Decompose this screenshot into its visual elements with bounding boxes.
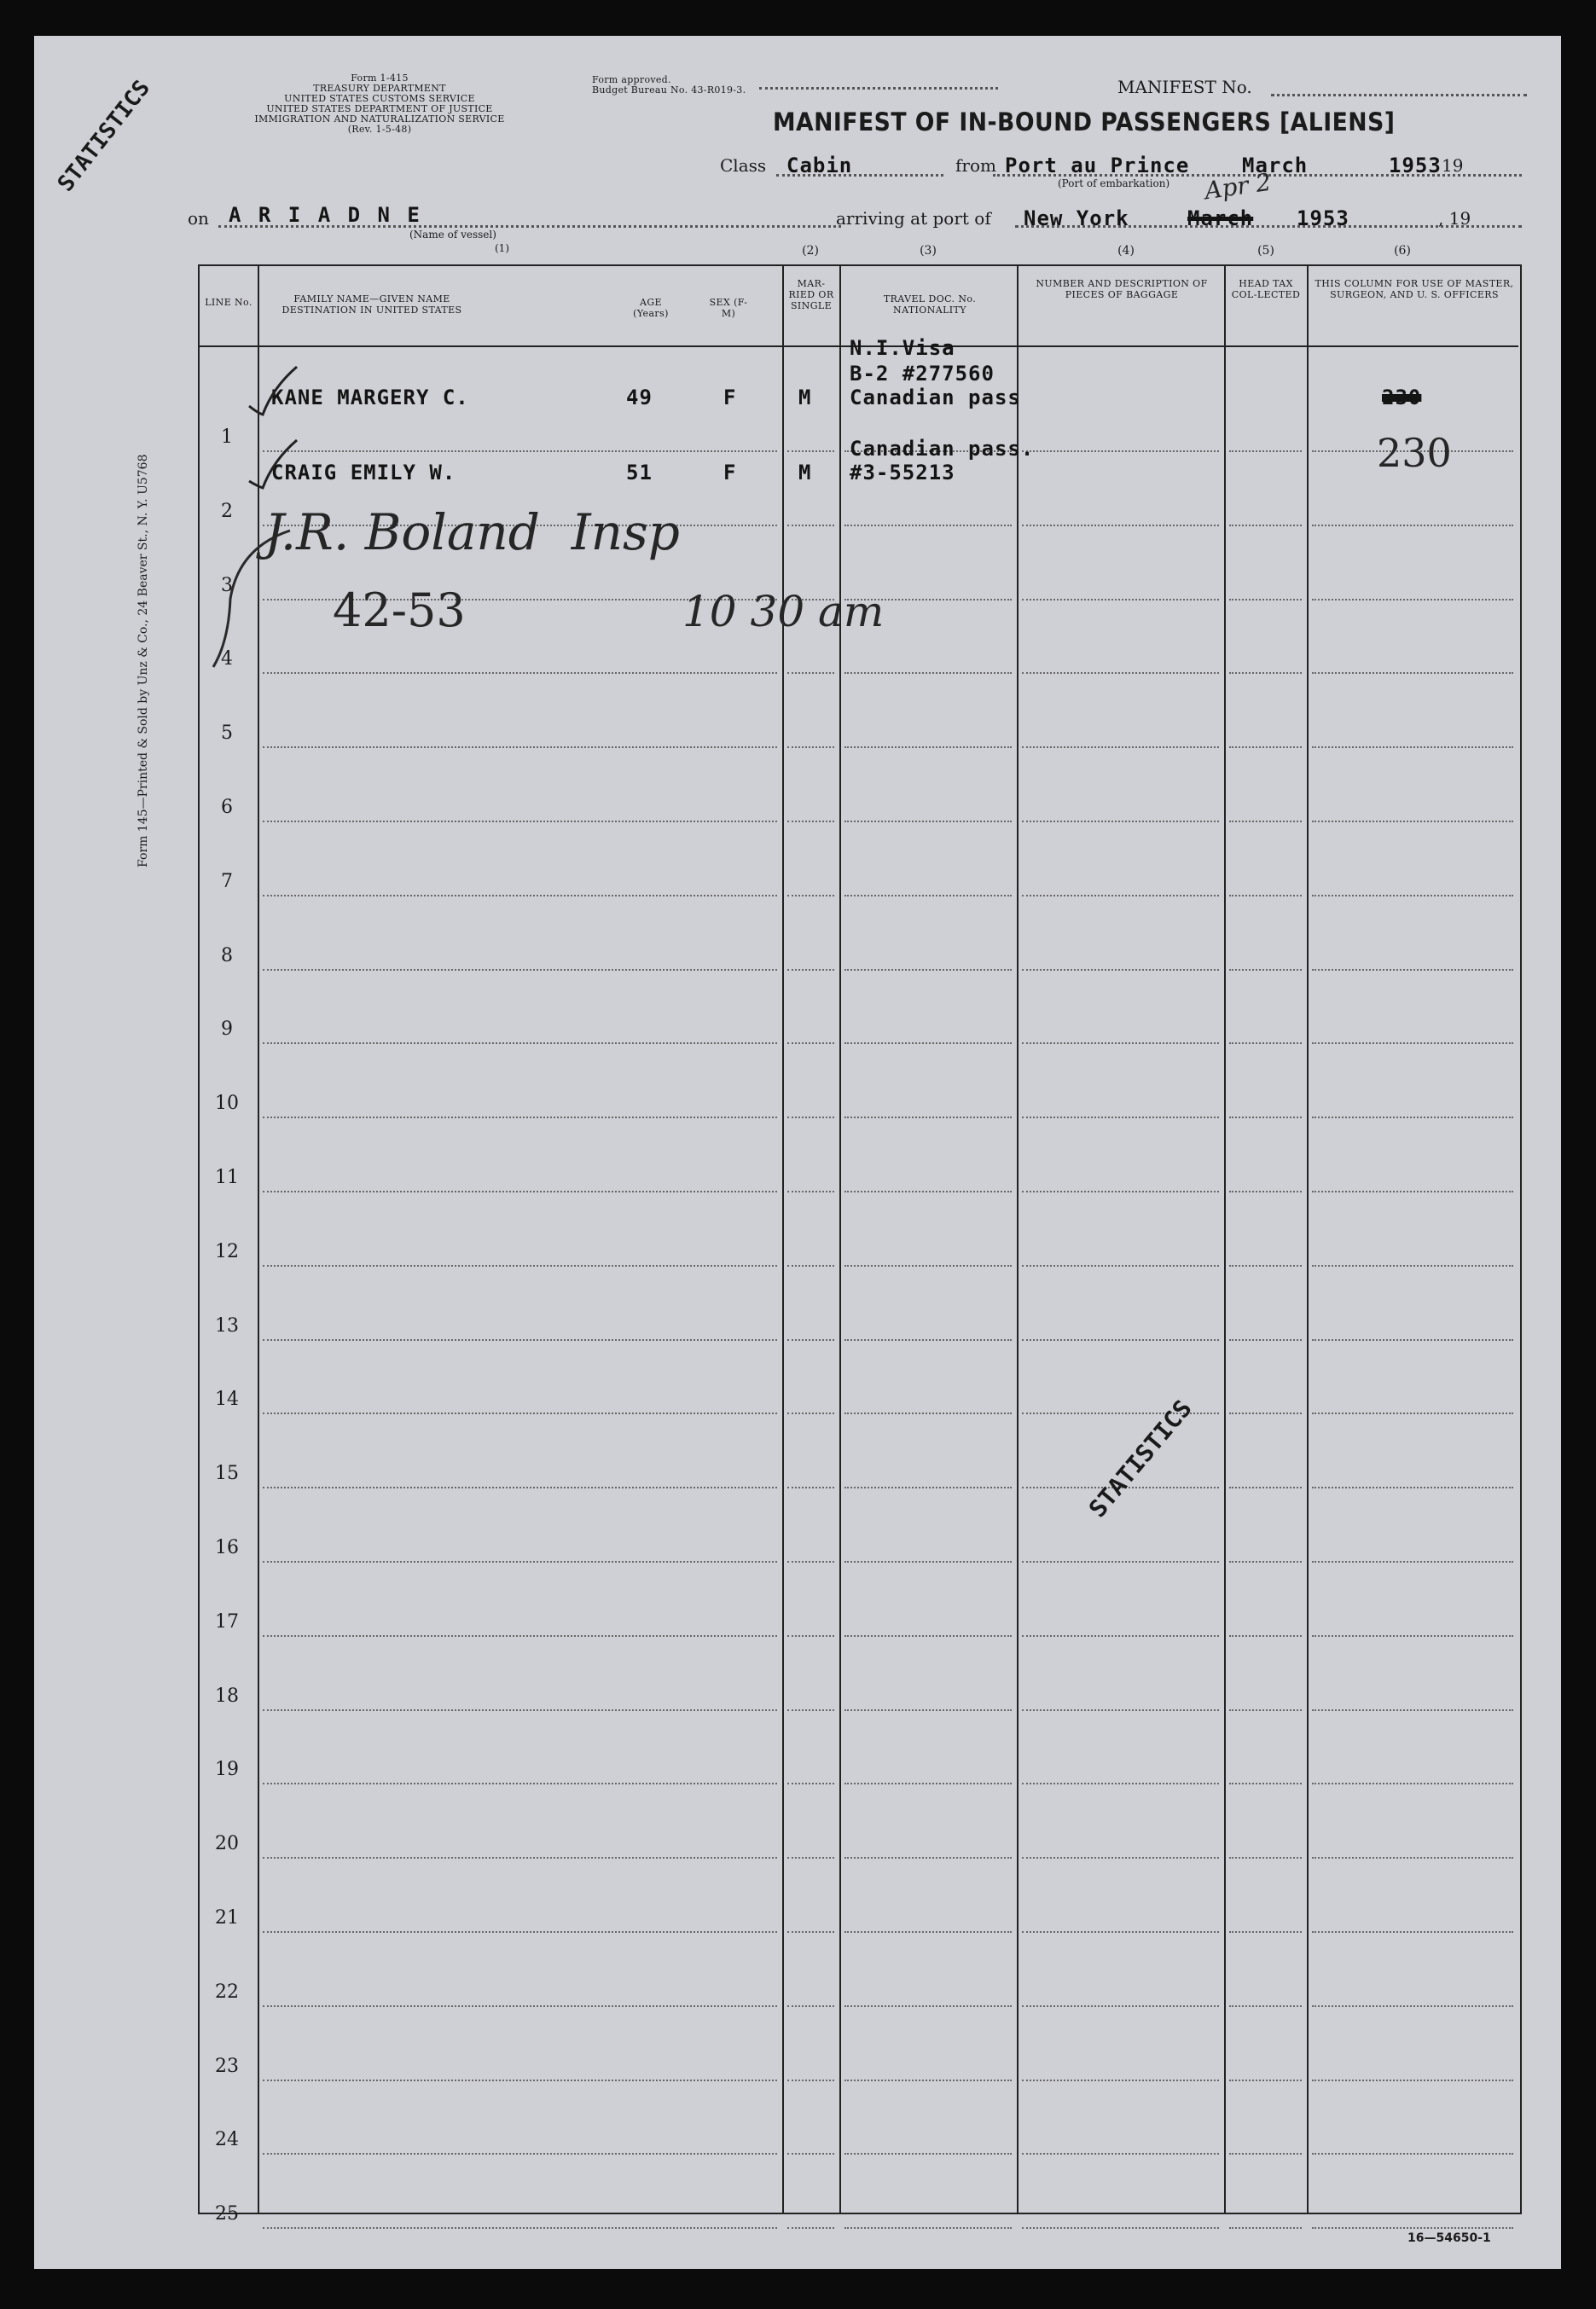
- row-rule: [1229, 1042, 1302, 1044]
- row-rule: [1022, 2080, 1219, 2081]
- row-rule: [263, 746, 777, 748]
- passenger-name: KANE MARGERY C.: [271, 386, 469, 409]
- column-6-number: (6): [1394, 244, 1411, 258]
- row-rule: [787, 1783, 834, 1784]
- row-rule: [263, 1339, 777, 1341]
- printer-imprint: Form 145—Printed & Sold by Unz & Co., 24 Beaver St., N. Y. U5768: [136, 454, 150, 867]
- class-field: [776, 174, 943, 177]
- row-rule: [1312, 525, 1513, 526]
- row-rule: [844, 1561, 1012, 1563]
- line-number: 25: [215, 2203, 239, 2225]
- row-rule: [1229, 1931, 1302, 1933]
- manifest-title: MANIFEST OF IN-BOUND PASSENGERS [ALIENS]: [773, 107, 1396, 136]
- col-divider: [1307, 264, 1309, 2213]
- row-rule: [787, 1709, 834, 1711]
- row-rule: [263, 1191, 777, 1192]
- passenger-age: 51: [626, 461, 653, 484]
- line-number: 11: [215, 1167, 239, 1188]
- port-of-embarkation: Port au Prince: [1005, 154, 1190, 177]
- row-rule: [844, 1042, 1012, 1044]
- col-divider: [1017, 264, 1019, 2213]
- row-rule: [1312, 2005, 1513, 2007]
- row-rule: [263, 1709, 777, 1711]
- line-number: 5: [221, 722, 233, 745]
- header-line-no: LINE No.: [205, 297, 252, 308]
- manifest-reference: 42-53: [333, 583, 466, 637]
- row-rule: [1312, 1783, 1513, 1784]
- budget-bureau-line: Budget Bureau No. 43-R019-3.: [592, 84, 746, 96]
- row-rule: [1022, 2227, 1219, 2229]
- row-rule: [1229, 2080, 1302, 2081]
- column-3-number: (3): [920, 244, 937, 258]
- row-rule: [1312, 2080, 1513, 2081]
- line-number: 4: [221, 648, 233, 670]
- row-rule: [263, 895, 777, 896]
- row-rule: [1229, 450, 1302, 452]
- row-rule: [787, 2227, 834, 2229]
- statistics-stamp-top: STATISTICS: [53, 75, 156, 197]
- row-rule: [844, 1783, 1012, 1784]
- row-rule: [1229, 1709, 1302, 1711]
- row-rule: [263, 1042, 777, 1044]
- inspector-signature: J.R. Boland Insp: [264, 503, 680, 561]
- col-divider: [1224, 264, 1226, 2213]
- header-sex: SEX (F-M): [709, 297, 748, 319]
- passenger-age: 49: [626, 386, 653, 409]
- line-number: 17: [215, 1610, 239, 1633]
- row-rule: [844, 1339, 1012, 1341]
- on-label: on: [188, 208, 209, 229]
- form-number: Form 1-415: [351, 73, 409, 84]
- row-rule: [1229, 672, 1302, 674]
- row-rule: [1229, 1857, 1302, 1859]
- line-number: 15: [215, 1463, 239, 1485]
- row-rule: [787, 1265, 834, 1267]
- row-rule: [1022, 1931, 1219, 1933]
- row-rule: [1312, 821, 1513, 822]
- header-married: MAR-RIED OR SINGLE: [788, 278, 834, 311]
- row-rule: [844, 1635, 1012, 1637]
- embarkation-year: 1953: [1389, 154, 1442, 177]
- row-rule: [844, 2227, 1012, 2229]
- column-4-number: (4): [1117, 244, 1135, 258]
- row-rule: [844, 2080, 1012, 2081]
- row-rule: [1312, 746, 1513, 748]
- row-rule: [1022, 1635, 1219, 1637]
- manifest-number-field: [1271, 94, 1527, 96]
- row-rule: [787, 2005, 834, 2007]
- row-rule: [263, 450, 777, 452]
- nationality: Canadian pass: [850, 386, 1021, 409]
- row-rule: [787, 1857, 834, 1859]
- line-number: 18: [215, 1685, 239, 1707]
- row-rule: [844, 1931, 1012, 1933]
- row-rule: [1229, 895, 1302, 896]
- row-rule: [1312, 1265, 1513, 1267]
- row-rule: [1022, 1265, 1219, 1267]
- arrival-date-handwritten: Apr 2: [1203, 167, 1274, 206]
- manifest-sheet: [34, 36, 1561, 2269]
- row-rule: [1022, 2153, 1219, 2155]
- row-rule: [787, 746, 834, 748]
- row-rule: [844, 1857, 1012, 1859]
- row-rule: [263, 2227, 777, 2229]
- row-rule: [1312, 1413, 1513, 1414]
- row-rule: [263, 2153, 777, 2155]
- row-rule: [1229, 1783, 1302, 1784]
- officer-note-struck: 230: [1382, 386, 1422, 409]
- row-rule: [1022, 969, 1219, 971]
- row-rule: [787, 1487, 834, 1488]
- row-rule: [844, 895, 1012, 896]
- line-number: 21: [215, 1907, 239, 1929]
- line-number: 9: [221, 1018, 233, 1041]
- line-number: 8: [221, 944, 233, 966]
- row-rule: [844, 1191, 1012, 1192]
- row-rule: [1229, 2227, 1302, 2229]
- row-rule: [787, 895, 834, 896]
- from-label: from: [955, 155, 996, 176]
- form-approval: [592, 75, 746, 96]
- arriving-label: arriving at port of: [836, 208, 991, 229]
- row-rule: [1312, 2227, 1513, 2229]
- row-rule: [263, 1783, 777, 1784]
- row-rule: [787, 1042, 834, 1044]
- row-rule: [1229, 1265, 1302, 1267]
- row-rule: [1312, 1709, 1513, 1711]
- row-rule: [1022, 2005, 1219, 2007]
- class-value: Cabin: [786, 154, 853, 177]
- row-rule: [844, 1487, 1012, 1488]
- row-rule: [1312, 599, 1513, 600]
- arrival-field: [1015, 225, 1522, 228]
- header-baggage: NUMBER AND DESCRIPTION OF PIECES OF BAGGAGE: [1036, 278, 1208, 300]
- treasury-department: TREASURY DEPARTMENT: [313, 83, 446, 94]
- travel-document: #3-55213: [850, 461, 955, 484]
- row-rule: [1312, 1487, 1513, 1488]
- row-rule: [1229, 1561, 1302, 1563]
- line-number: 7: [221, 870, 233, 892]
- class-label: Class: [720, 155, 767, 176]
- row-rule: [1022, 525, 1219, 526]
- line-number: 23: [215, 2055, 239, 2077]
- row-rule: [844, 2153, 1012, 2155]
- row-rule: [1312, 1042, 1513, 1044]
- header-travel-doc: TRAVEL DOC. No. NATIONALITY: [883, 293, 977, 316]
- check-mark-icon: [244, 362, 304, 421]
- row-rule: [844, 821, 1012, 822]
- officer-note: 230: [1377, 430, 1452, 476]
- row-rule: [1022, 895, 1219, 896]
- header-officers: THIS COLUMN FOR USE OF MASTER, SURGEON, AND U. S. OFFICERS: [1315, 278, 1514, 300]
- nationality: Canadian pass.: [850, 437, 1035, 461]
- row-rule: [1022, 1709, 1219, 1711]
- row-rule: [263, 821, 777, 822]
- row-rule: [263, 2080, 777, 2081]
- row-rule: [1312, 672, 1513, 674]
- row-rule: [844, 1413, 1012, 1414]
- year-suffix: 19: [1442, 155, 1464, 176]
- row-rule: [263, 1413, 777, 1414]
- arrival-month-struck: March: [1187, 206, 1254, 230]
- row-rule: [263, 1931, 777, 1933]
- row-rule: [263, 1635, 777, 1637]
- row-rule: [263, 2005, 777, 2007]
- arrival-year: 1953: [1297, 206, 1349, 230]
- form-block: [196, 73, 563, 135]
- row-rule: [1022, 821, 1219, 822]
- row-rule: [1022, 599, 1219, 600]
- manifest-number-label: MANIFEST No.: [1117, 77, 1252, 97]
- row-rule: [787, 2153, 834, 2155]
- line-number: 12: [215, 1240, 239, 1262]
- row-rule: [1022, 1042, 1219, 1044]
- row-rule: [1022, 746, 1219, 748]
- row-rule: [1312, 895, 1513, 896]
- line-number: 19: [215, 1759, 239, 1781]
- line-number: 2: [221, 500, 233, 522]
- row-rule: [263, 1117, 777, 1118]
- passenger-marital-status: M: [798, 461, 812, 484]
- row-rule: [844, 1265, 1012, 1267]
- row-rule: [1229, 1635, 1302, 1637]
- row-rule: [1022, 1191, 1219, 1192]
- header-name: FAMILY NAME—GIVEN NAME DESTINATION IN UNITED STATES: [281, 293, 462, 316]
- row-rule: [787, 1117, 834, 1118]
- line-number: 13: [215, 1314, 239, 1337]
- port-embarkation-caption: (Port of embarkation): [1058, 177, 1170, 189]
- department-of-justice: UNITED STATES DEPARTMENT OF JUSTICE: [266, 103, 493, 114]
- inspection-time: 10 30 am: [682, 587, 885, 636]
- vessel-field: [218, 225, 841, 228]
- travel-document: B-2 #277560: [850, 362, 995, 386]
- row-rule: [263, 1857, 777, 1859]
- row-rule: [844, 1117, 1012, 1118]
- row-rule: [1312, 2153, 1513, 2155]
- row-rule: [844, 672, 1012, 674]
- row-rule: [1229, 1413, 1302, 1414]
- travel-document: N.I.Visa: [850, 336, 955, 360]
- row-rule: [1229, 1191, 1302, 1192]
- vessel-name: A R I A D N E: [229, 203, 422, 227]
- row-rule: [787, 1413, 834, 1414]
- row-rule: [1022, 1339, 1219, 1341]
- immigration-service: IMMIGRATION AND NATURALIZATION SERVICE: [254, 113, 505, 125]
- row-rule: [844, 1709, 1012, 1711]
- passenger-name: CRAIG EMILY W.: [271, 461, 456, 484]
- row-rule: [787, 672, 834, 674]
- col-divider: [782, 264, 784, 2213]
- row-rule: [844, 969, 1012, 971]
- row-rule: [1229, 821, 1302, 822]
- row-rule: [1022, 1561, 1219, 1563]
- row-rule: [1022, 1117, 1219, 1118]
- line-number: 10: [215, 1093, 239, 1115]
- row-rule: [1312, 1857, 1513, 1859]
- row-rule: [844, 746, 1012, 748]
- row-rule: [263, 1561, 777, 1563]
- passenger-sex: F: [723, 386, 737, 409]
- arrival-year-suffix: , 19: [1438, 208, 1471, 229]
- check-mark-icon: [244, 433, 304, 493]
- row-rule: [263, 1487, 777, 1488]
- line-number: 24: [215, 2129, 239, 2151]
- header-head-tax: HEAD TAX COL-LECTED: [1231, 278, 1301, 300]
- line-number: 16: [215, 1537, 239, 1558]
- row-rule: [1022, 450, 1219, 452]
- row-rule: [1312, 1191, 1513, 1192]
- line-number: 20: [215, 1833, 239, 1855]
- row-rule: [263, 1265, 777, 1267]
- embarkation-month: March: [1242, 154, 1309, 177]
- row-rule: [787, 1931, 834, 1933]
- row-rule: [1229, 1487, 1302, 1488]
- customs-service: UNITED STATES CUSTOMS SERVICE: [284, 93, 475, 104]
- row-rule: [1312, 1931, 1513, 1933]
- column-1-number: (1): [495, 242, 509, 254]
- row-rule: [1229, 969, 1302, 971]
- footer-code: 16—54650-1: [1407, 2231, 1491, 2245]
- revision-date: (Rev. 1-5-48): [347, 124, 412, 135]
- header-age: AGE (Years): [633, 297, 669, 319]
- row-rule: [844, 525, 1012, 526]
- passenger-marital-status: M: [798, 386, 812, 409]
- row-rule: [787, 525, 834, 526]
- line-number: 14: [215, 1389, 239, 1411]
- row-rule: [1229, 2005, 1302, 2007]
- row-rule: [1229, 746, 1302, 748]
- vessel-caption: (Name of vessel): [409, 229, 496, 241]
- row-rule: [263, 969, 777, 971]
- row-rule: [844, 2005, 1012, 2007]
- row-rule: [1229, 599, 1302, 600]
- row-rule: [787, 1561, 834, 1563]
- row-rule: [1229, 1339, 1302, 1341]
- col-divider: [839, 264, 841, 2213]
- row-rule: [1022, 672, 1219, 674]
- line-number: 1: [221, 426, 233, 448]
- column-5-number: (5): [1257, 244, 1274, 258]
- approval-dots: [759, 87, 998, 90]
- row-rule: [1312, 1117, 1513, 1118]
- row-rule: [787, 1635, 834, 1637]
- row-rule: [787, 2080, 834, 2081]
- row-rule: [787, 450, 834, 452]
- row-rule: [787, 821, 834, 822]
- line-number: 6: [221, 797, 233, 818]
- row-rule: [787, 1191, 834, 1192]
- row-rule: [1312, 1561, 1513, 1563]
- row-rule: [1229, 1117, 1302, 1118]
- column-2-number: (2): [802, 244, 819, 258]
- row-rule: [1312, 1635, 1513, 1637]
- line-number: 22: [215, 1981, 239, 2003]
- line-number: 3: [221, 574, 233, 596]
- row-rule: [1229, 525, 1302, 526]
- approval-line: Form approved.: [592, 74, 671, 85]
- row-rule: [1229, 2153, 1302, 2155]
- row-rule: [787, 969, 834, 971]
- row-rule: [1312, 1339, 1513, 1341]
- passenger-sex: F: [723, 461, 737, 484]
- statistics-stamp-center: STATISTICS: [1083, 1394, 1198, 1523]
- row-rule: [1022, 1857, 1219, 1859]
- row-rule: [787, 1339, 834, 1341]
- arrival-port: New York: [1024, 206, 1129, 230]
- row-rule: [1312, 969, 1513, 971]
- row-rule: [1022, 1783, 1219, 1784]
